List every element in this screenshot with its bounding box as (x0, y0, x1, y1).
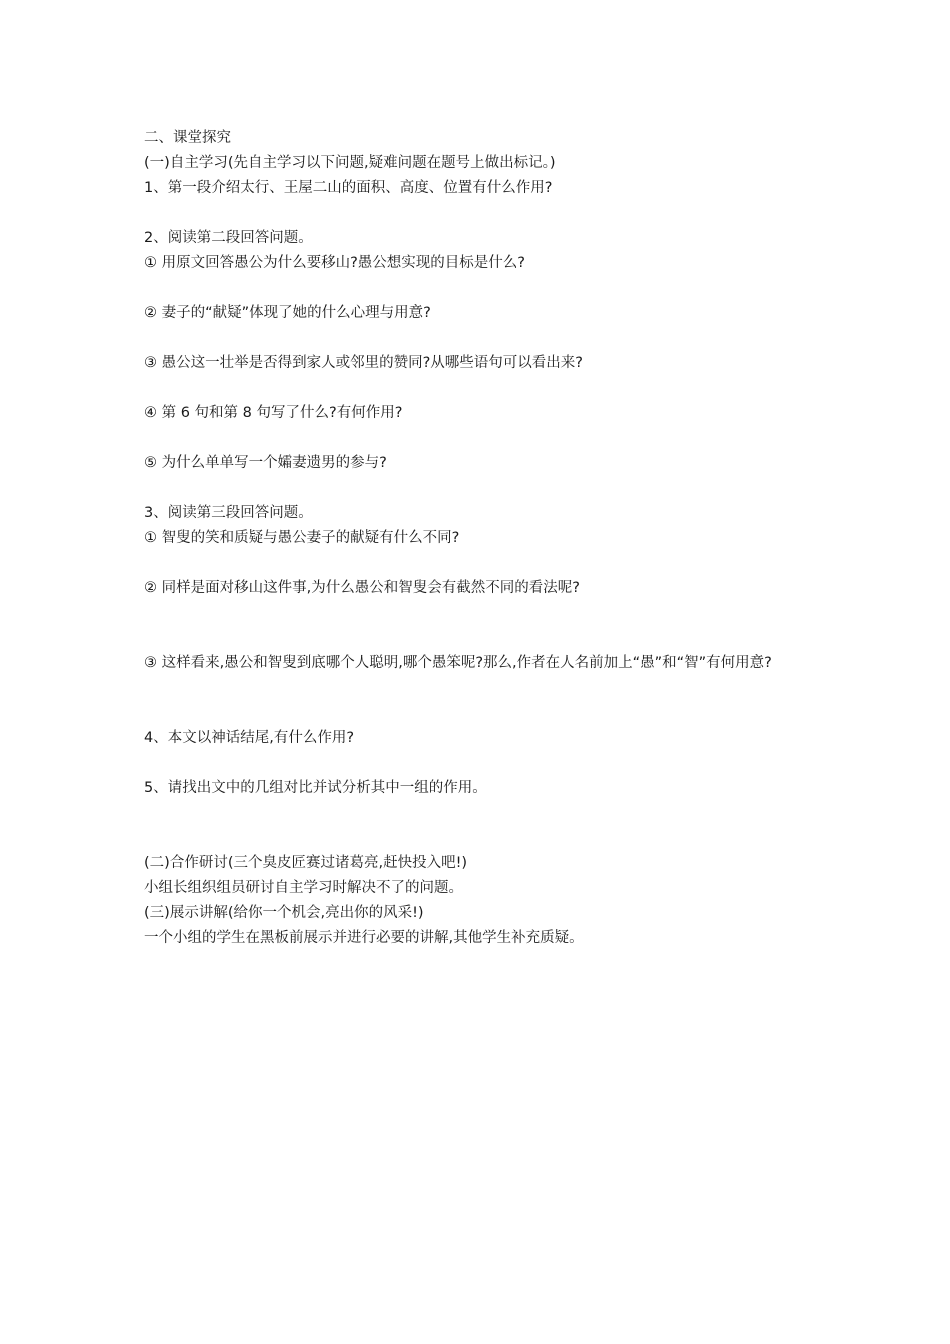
question-2-item-2: ② 妻子的“献疑”体现了她的什么心理与用意? (144, 305, 431, 321)
question-2-item-3: ③ 愚公这一壮举是否得到家人或邻里的赞同?从哪些语句可以看出来? (144, 355, 583, 371)
cooperation-heading: (二)合作研讨(三个臭皮匠赛过诸葛亮,赶快投入吧!) (144, 855, 468, 871)
question-3-item-2: ② 同样是面对移山这件事,为什么愚公和智叟会有截然不同的看法呢? (144, 580, 580, 596)
presentation-text: 一个小组的学生在黑板前展示并进行必要的讲解,其他学生补充质疑。 (144, 930, 584, 946)
spacer (144, 551, 794, 576)
cooperation-text: 小组长组织组员研讨自主学习时解决不了的问题。 (144, 880, 463, 896)
question-2-item-5: ⑤ 为什么单单写一个孀妻遗男的参与? (144, 455, 387, 471)
spacer (144, 676, 794, 726)
question-4: 4、本文以神话结尾,有什么作用? (144, 730, 355, 746)
question-2-heading: 2、阅读第二段回答问题。 (144, 230, 313, 246)
question-1: 1、第一段介绍太行、王屋二山的面积、高度、位置有什么作用? (144, 180, 553, 196)
question-3-item-3: ③ 这样看来,愚公和智叟到底哪个人聪明,哪个愚笨呢?那么,作者在人名前加上“愚”和“智”有何用意? (144, 655, 772, 671)
spacer (144, 801, 794, 851)
question-2-item-1: ① 用原文回答愚公为什么要移山?愚公想实现的目标是什么? (144, 255, 525, 271)
spacer (144, 476, 794, 501)
spacer (144, 426, 794, 451)
question-3-item-1: ① 智叟的笑和质疑与愚公妻子的献疑有什么不同? (144, 530, 460, 546)
spacer (144, 276, 794, 301)
spacer (144, 601, 794, 651)
spacer (144, 376, 794, 401)
spacer (144, 751, 794, 776)
document-content (144, 126, 794, 951)
section-title: 二、课堂探究 (144, 130, 231, 146)
question-5: 5、请找出文中的几组对比并试分析其中一组的作用。 (144, 780, 487, 796)
question-2-item-4: ④ 第 6 句和第 8 句写了什么?有何作用? (144, 405, 403, 421)
spacer (144, 201, 794, 226)
question-3-heading: 3、阅读第三段回答问题。 (144, 505, 313, 521)
spacer (144, 326, 794, 351)
self-study-heading: (一)自主学习(先自主学习以下问题,疑难问题在题号上做出标记。) (144, 155, 556, 171)
presentation-heading: (三)展示讲解(给你一个机会,亮出你的风采!) (144, 905, 424, 921)
